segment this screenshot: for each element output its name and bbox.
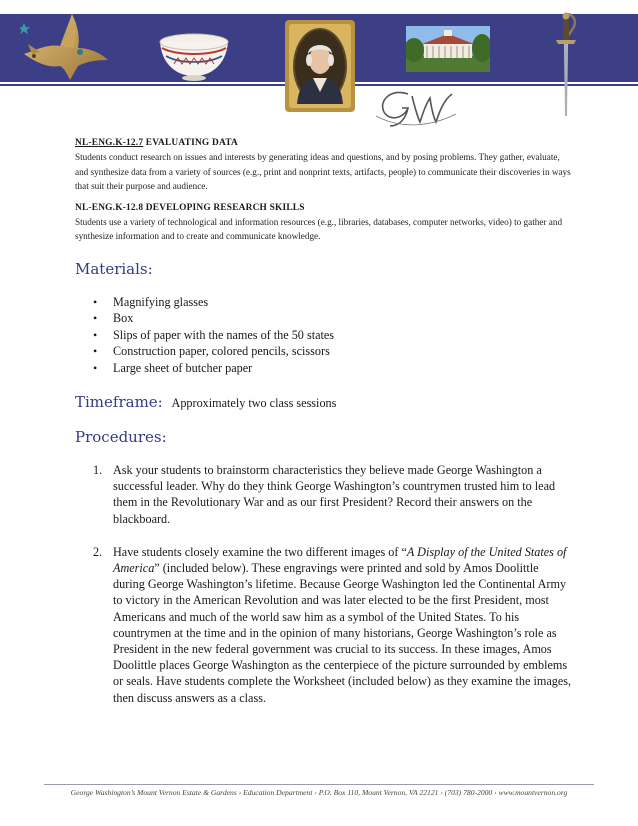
standard-code: NL-ENG.K-12.7 [75,138,144,148]
step-text: Ask your students to brainstorm characteristics they believe made George Washington a successful leader. Why do they think George Washington’s countrymen trusted him to lead them in the Revolutionary War and as our first President? Record their answers on the blackboard. [113,463,556,526]
list-item: • Box [93,310,334,326]
footer-address: George Washington’s Mount Vernon Estate & Gardens › Education Department › P.O. Box 110, Mount Vernon, VA 22121 › (703) 780-2000 › www.mountvernon.org [70,788,568,797]
washington-portrait-image [285,20,355,112]
mansion-photo-image [406,26,490,72]
step-text-after: ” (included below). These engravings were printed and sold by Amos Doolittle during George Washington’s lifetime. Because George Washington led the Continental Army to victory in the American Revolution and was later elected to be the first President, most Americans and much of the world saw him as a symbol of the United States. To his countrymen at the time and in the opinion of many historians, George Washington’s role as President in the new federal government was crucial to its success. In these images, Amos Doolittle places George Washington as the centerpiece of the picture surrounded by emblems or seals. Have students complete the Worksheet (included below) as they examine the images, then discuss answers as a class. [113,561,572,705]
standard-1 [75,137,575,194]
procedure-step-1 [93,462,573,527]
list-item: • Magnifying glasses [93,294,334,310]
footer-rule [44,784,594,785]
standard-description: Students use a variety of technological and information resources (e.g., libraries, databases, computer networks, video) to gather and synthesize information and to create and communicate knowledge. [75,216,563,241]
standard-heading [75,202,575,215]
step-text-before: Have students closely examine the two different images of “ [113,544,407,559]
standards-section [75,137,575,244]
list-item: • Slips of paper with the names of the 50 states [93,327,334,343]
standard-title: EVALUATING DATA [145,138,238,148]
standard-title: DEVELOPING RESEARCH SKILLS [145,202,305,213]
header-banner [0,0,638,125]
procedures-list [93,462,573,706]
step-number: 2. [93,544,103,559]
timeframe-value: Approximately two class sessions [171,396,337,410]
standard-code: NL-ENG.K-12.8 [75,202,144,213]
materials-list [93,294,334,376]
porcelain-bowl-image [156,26,232,82]
gw-monogram-image [372,86,458,130]
procedures-heading: Procedures: [75,428,167,446]
list-item: • Construction paper, colored pencils, scissors [93,343,334,359]
procedure-step-2 [93,544,573,706]
engraving-title: A Display of the United States of America [113,544,567,576]
standard-heading [75,137,575,150]
timeframe-row [75,393,336,411]
standard-description: Students conduct research on issues and interests by generating ideas and questions, and by posing problems. They gather, evaluate, and synthesize data from a variety of sources (e.g., print and nonprint texts, artifacts, people) to communicate their discoveries in ways that suit their purpose and audience. [75,152,571,191]
standard-2 [75,202,575,244]
materials-heading: Materials: [75,260,153,278]
timeframe-label: Timeframe: [75,393,163,411]
sword-image [548,8,584,118]
list-item: • Large sheet of butcher paper [93,360,334,376]
dove-weathervane-image [20,8,112,84]
step-number: 1. [93,463,103,477]
